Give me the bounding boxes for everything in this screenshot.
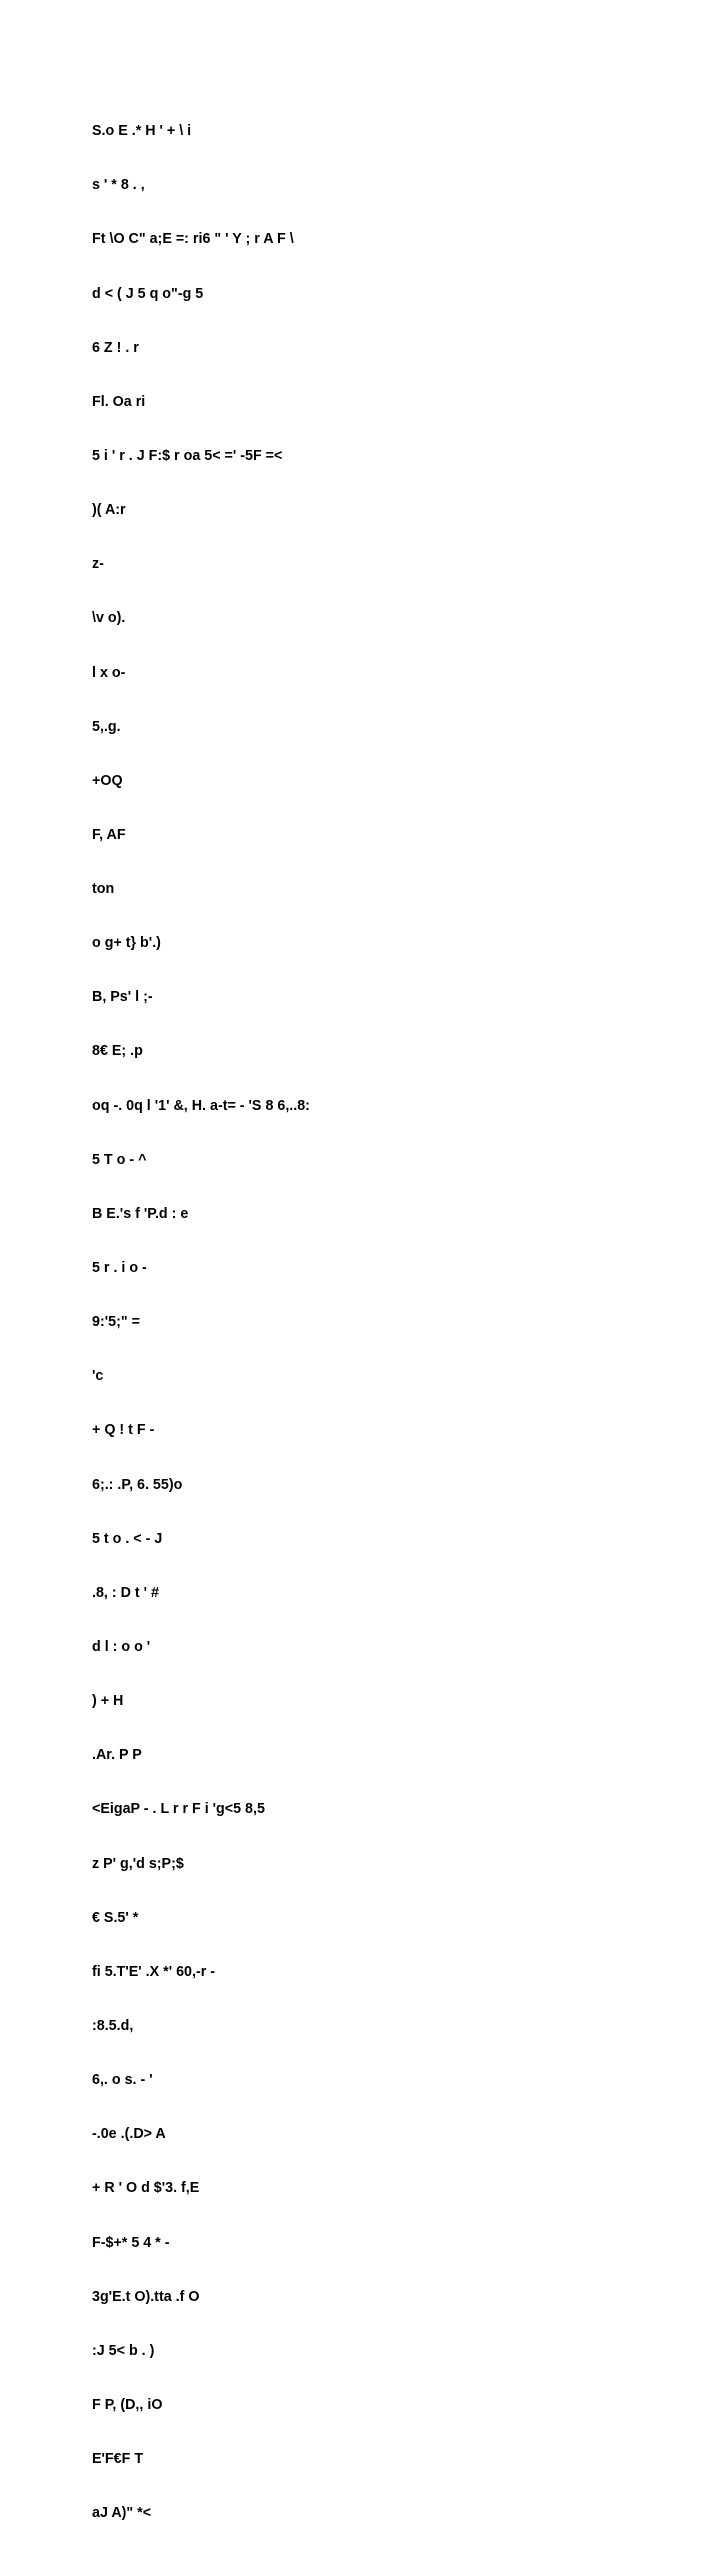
text-line: l x o- <box>92 664 126 681</box>
text-line: .Ar. P P <box>92 1747 142 1764</box>
text-line: .8, : D t ' # <box>92 1584 159 1601</box>
text-line: z P' g,'d s;P;$ <box>92 1855 184 1872</box>
text-line: + Q ! t F - <box>92 1422 155 1439</box>
text-line: :8.5.d, <box>92 2018 134 2035</box>
text-line: 6;.: .P, 6. 55)o <box>92 1476 183 1493</box>
text-line: 5 T o - ^ <box>92 1151 147 1168</box>
text-line: 6 Z ! . r <box>92 339 139 356</box>
text-line: 5 i ' r . J F:$ r oa 5< =' -5F =< <box>92 447 283 464</box>
text-line: S.o E .* H ' + \ i <box>92 123 192 140</box>
text-line: )( A:r <box>92 502 126 519</box>
text-line: fi 5.T'E' .X *' 60,-r - <box>92 1963 216 1980</box>
text-line: -.0e .(.D> A <box>92 2126 166 2143</box>
text-line: :J 5< b . ) <box>92 2342 155 2359</box>
text-line: 5 t o . < - J <box>92 1530 163 1547</box>
text-line: s ' * 8 . , <box>92 177 145 194</box>
text-line: <EigaP - . L r r F i 'g<5 8,5 <box>92 1801 265 1818</box>
text-line: oq -. 0q l '1' &, H. a-t= - 'S 8 6,..8: <box>92 1097 310 1114</box>
text-line: 5 r . i o - <box>92 1260 147 1277</box>
text-line: 'c <box>92 1368 104 1385</box>
text-line: F P, (D,, iO <box>92 2397 163 2413</box>
text-line: 6,. o s. - ' <box>92 2072 153 2089</box>
text-line: Ft \O C" a;E =: ri6 " ' Y ; r A F \ <box>92 231 294 248</box>
text-line: +OQ <box>92 772 123 789</box>
text-line: d l : o o ' <box>92 1639 151 1656</box>
text-line: B E.'s f 'P.d : e <box>92 1205 189 1222</box>
text-line: \v o). <box>92 610 126 627</box>
text-line: aJ A)" *< <box>92 2505 152 2522</box>
text-line: F-$+* 5 4 * - <box>92 2234 170 2251</box>
text-line: 5,.g. <box>92 718 121 735</box>
text-line: F, AF <box>92 826 126 843</box>
text-line: E'F€F T <box>92 2451 144 2468</box>
text-line: ) + H <box>92 1693 124 1710</box>
document-text-block <box>92 86 692 2558</box>
text-line: + R ' O d $'3. f,E <box>92 2180 200 2197</box>
text-line: € S.5' * <box>92 1909 139 1926</box>
text-line: ton <box>92 881 115 898</box>
text-line: 8€ E; .p <box>92 1043 143 1060</box>
text-line: z- <box>92 556 104 573</box>
text-line: 9:'5;" = <box>92 1314 140 1331</box>
text-line: Fl. Oa ri <box>92 393 146 410</box>
text-line: d < ( J 5 q o"-g 5 <box>92 285 204 302</box>
text-line: B, Ps' l ;- <box>92 989 153 1006</box>
text-line: o g+ t} b'.) <box>92 935 161 952</box>
text-line: 3g'E.t O).tta .f O <box>92 2288 200 2305</box>
